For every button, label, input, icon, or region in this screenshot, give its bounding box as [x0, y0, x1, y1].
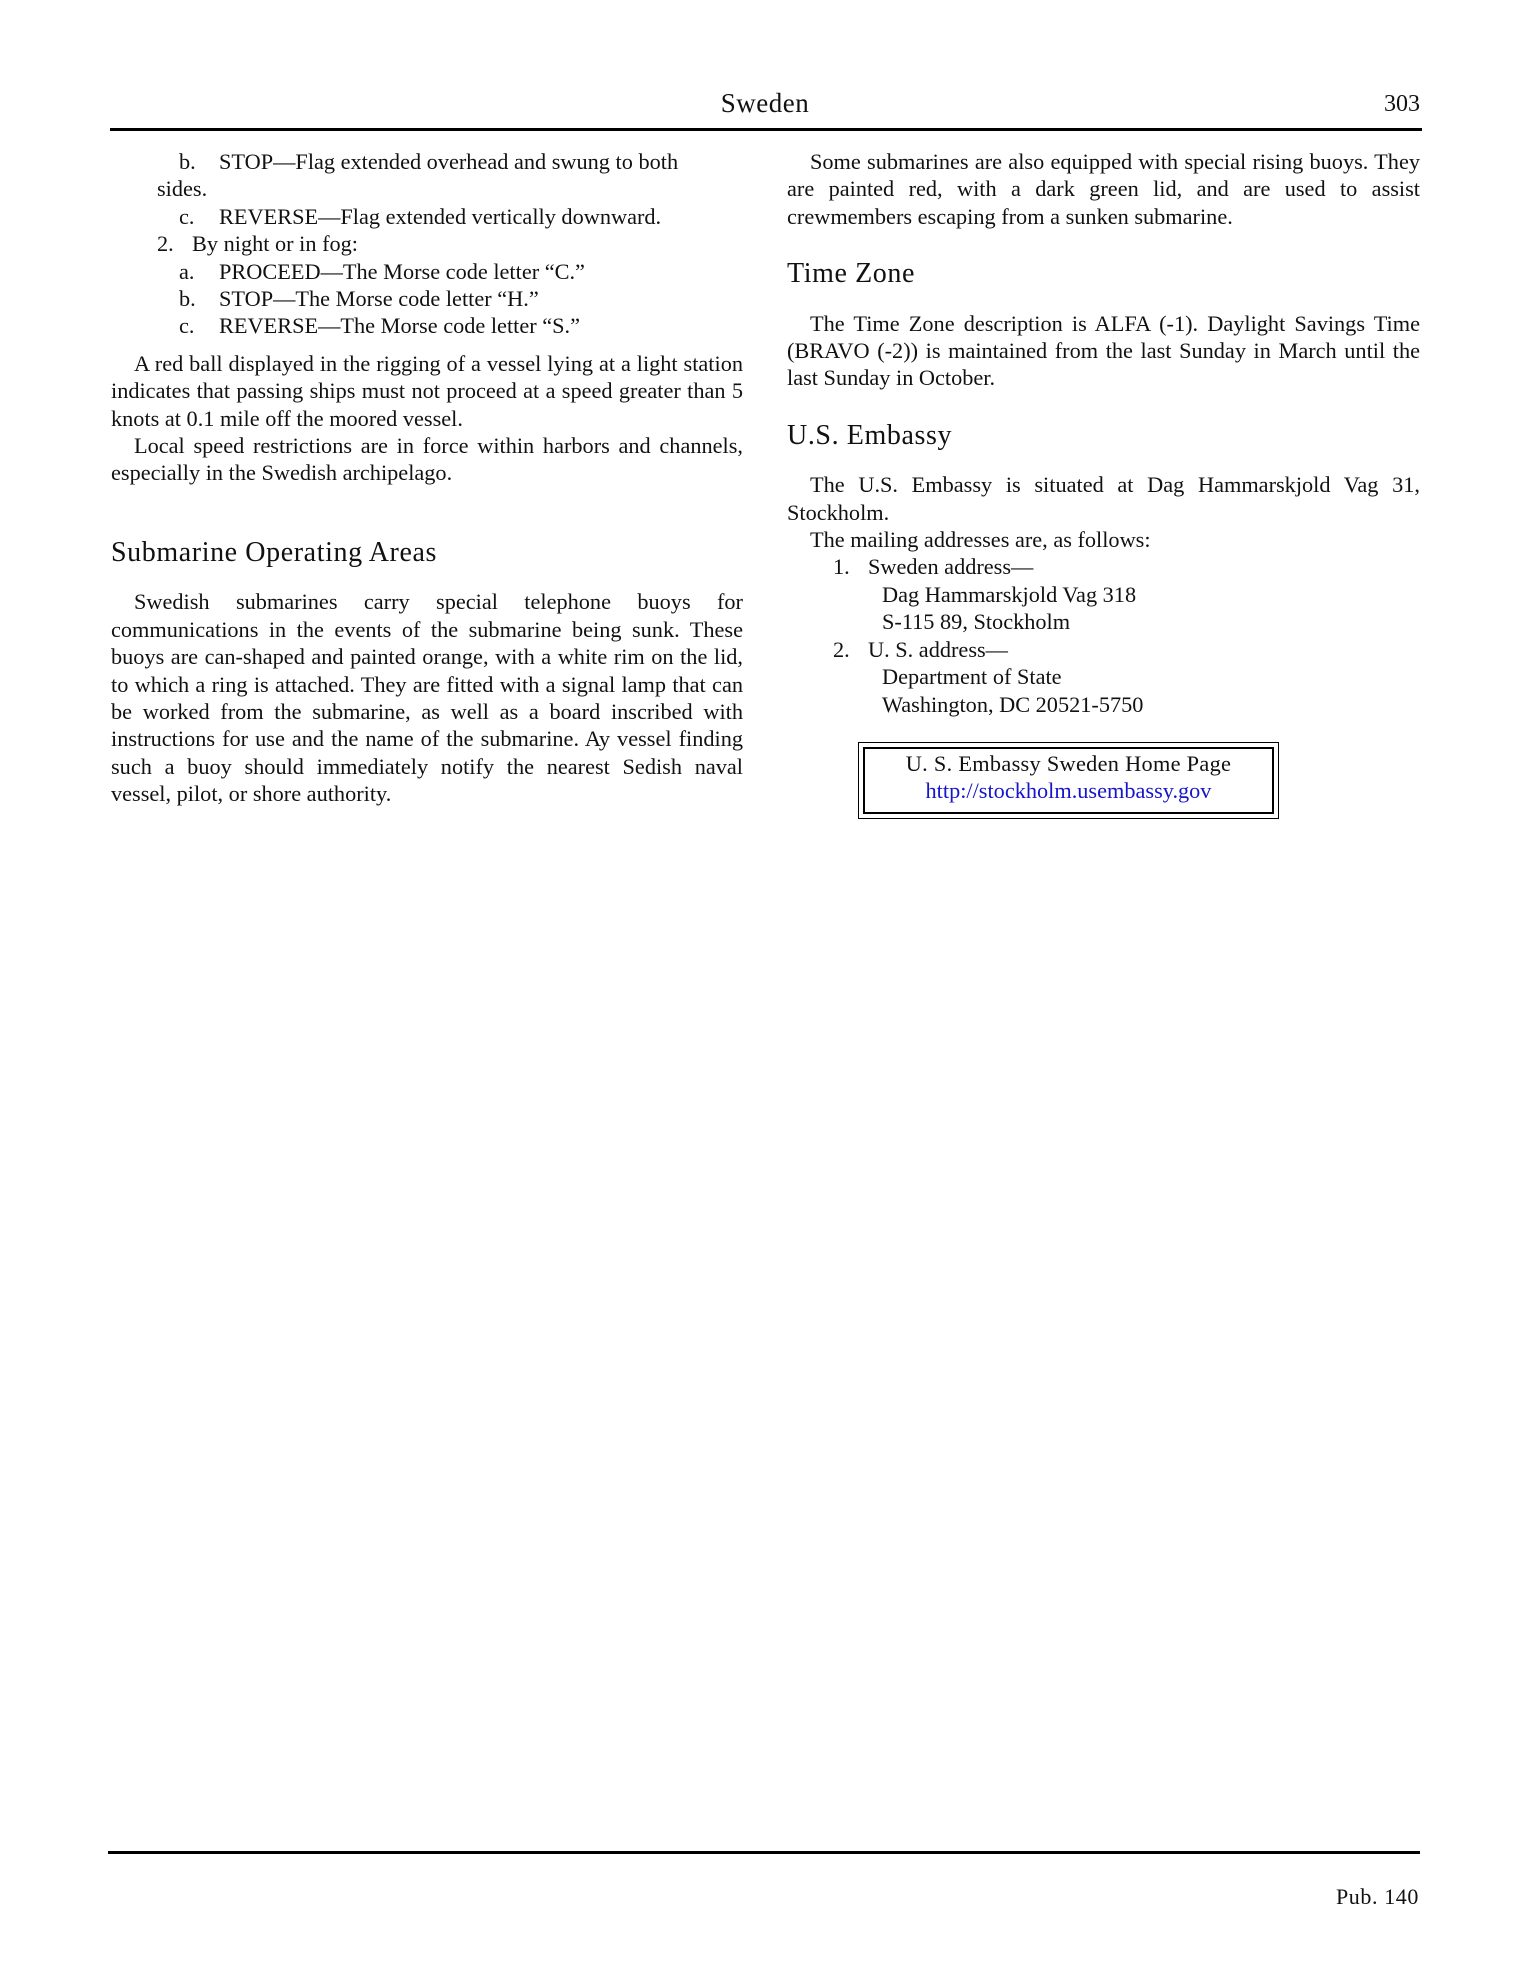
address-line: Washington, DC 20521-5750 [882, 691, 1144, 717]
list-item [111, 312, 743, 339]
embassy-link-box-inner [863, 747, 1274, 814]
list-marker: c. [179, 313, 195, 339]
list-item [111, 230, 743, 257]
list-item-text: PROCEED—The Morse code letter “C.” [219, 258, 585, 284]
list-marker: c. [179, 203, 195, 229]
header-rule [110, 128, 1422, 131]
list-marker: 2. [833, 636, 850, 662]
embassy-home-page-link[interactable]: http://stockholm.usembassy.gov [925, 778, 1212, 803]
list-item-text: REVERSE—The Morse code letter “S.” [219, 313, 580, 339]
address-item [787, 553, 1420, 580]
list-item-text: STOP—Flag extended overhead and swung to both [219, 149, 679, 174]
page-number: 303 [1384, 91, 1420, 117]
link-box-title: U. S. Embassy Sweden Home Page [905, 751, 1232, 776]
list-item [111, 285, 743, 312]
address-item [787, 636, 1420, 663]
running-title: Sweden [720, 88, 810, 118]
footer-rule [108, 1851, 1420, 1854]
list-item-text: STOP—The Morse code letter “H.” [219, 286, 539, 312]
list-item-continuation: sides. [157, 176, 208, 202]
list-item-text: By night or in fog: [192, 231, 358, 257]
embassy-link-box [858, 742, 1279, 819]
mailing-intro: The mailing addresses are, as follows: [810, 527, 1151, 553]
address-list [787, 553, 1420, 717]
list-marker: a. [179, 258, 195, 284]
signal-list [111, 148, 743, 340]
address-label: Sweden address— [868, 554, 1034, 580]
list-marker: 1. [833, 554, 850, 580]
list-item-text: REVERSE—Flag extended vertically downward. [219, 203, 662, 229]
rising-buoys-paragraph: Some submarines are also equipped with special rising buoys. They are painted red, with a dark green lid, and are used to assist crewmembers escaping from a sunken submarine. [787, 149, 1420, 229]
address-line: S-115 89, Stockholm [882, 609, 1071, 635]
right-column [787, 148, 1420, 718]
list-marker: b. [179, 149, 196, 174]
submarine-heading: Submarine Operating Areas [111, 536, 438, 568]
submarine-paragraph: Swedish submarines carry special telephone buoys for communications in the events of the submarine being sunk. These buoys are can-shaped and painted orange, with a white rim on the lid, to which a ring is attached. They are fitted with a signal lamp that can be worked from the submarine, as well as a board inscribed with instructions for use and the name of the submarine. Ay vessel finding such a buoy should immediately notify the nearest Sedish naval vessel, pilot, or shore authority. [111, 589, 743, 807]
left-column [111, 148, 743, 808]
list-marker: 2. [157, 231, 174, 257]
embassy-heading: U.S. Embassy [787, 419, 953, 451]
time-zone-paragraph: The Time Zone description is ALFA (-1). Daylight Savings Time (BRAVO (-2)) is maintained from the last Sunday in March until the last Sunday in October. [787, 310, 1420, 391]
publication-label: Pub. 140 [1335, 1884, 1419, 1909]
list-marker: b. [179, 286, 196, 312]
red-ball-paragraph: A red ball displayed in the rigging of a vessel lying at a light station indicates that passing ships must not proceed at a speed greater than 5 knots at 0.1 mile off the moored vessel. [111, 350, 743, 431]
embassy-location-paragraph: The U.S. Embassy is situated at Dag Hammarskjold Vag 31, Stockholm. [787, 472, 1420, 525]
list-item [111, 148, 743, 175]
list-item [111, 203, 743, 230]
address-line: Department of State [882, 664, 1062, 690]
list-item [111, 258, 743, 285]
address-line: Dag Hammarskjold Vag 318 [882, 581, 1137, 607]
speed-restrictions-paragraph: Local speed restrictions are in force within harbors and channels, especially in the Swedish archipelago. [111, 433, 743, 486]
time-zone-heading: Time Zone [787, 258, 916, 290]
address-label: U. S. address— [868, 636, 1008, 662]
